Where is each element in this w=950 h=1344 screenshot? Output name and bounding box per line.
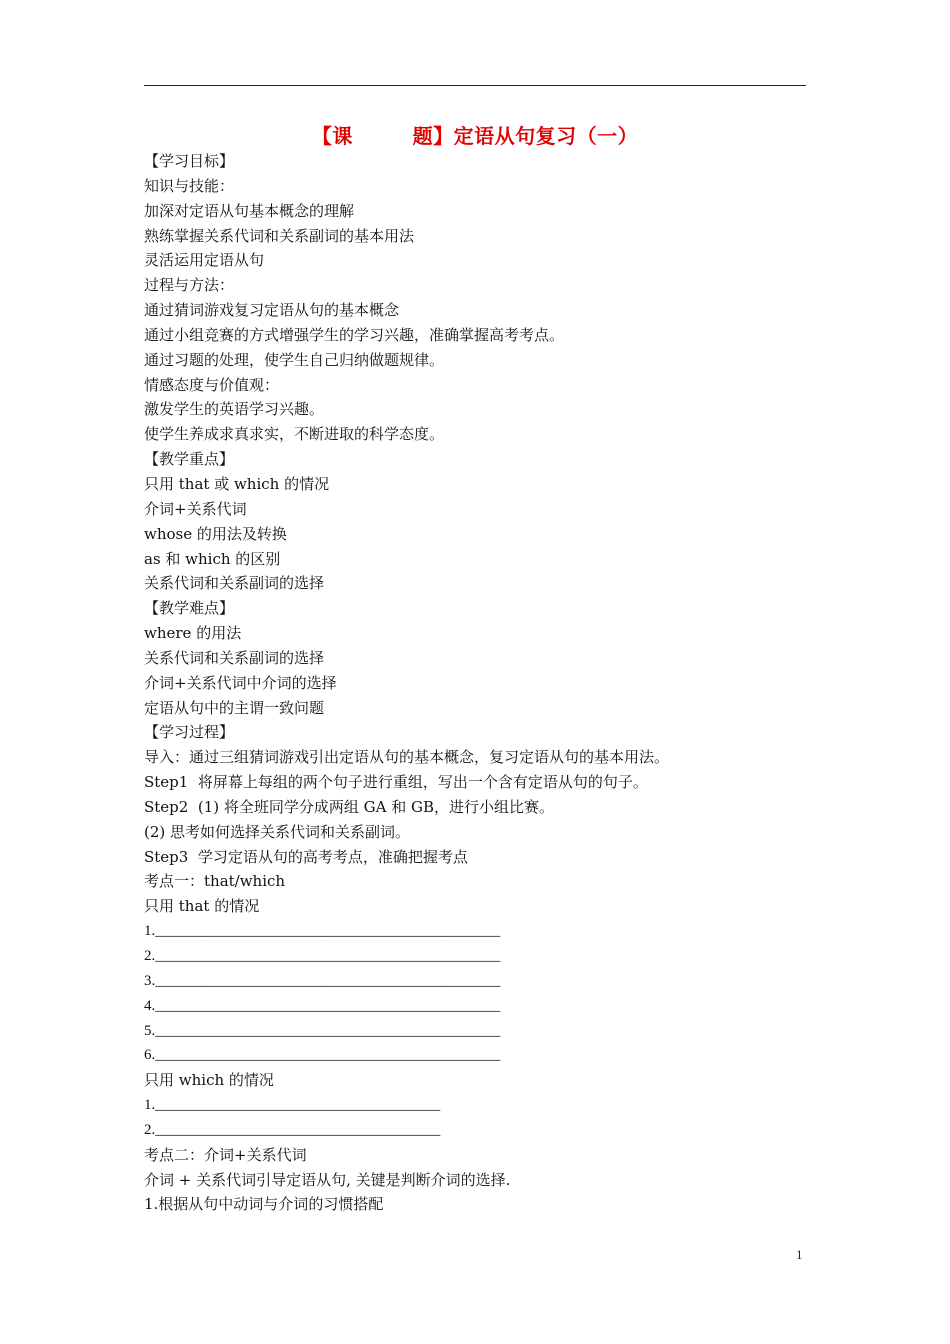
text-line: Step3 学习定语从句的高考考点，准确把握考点 <box>144 847 468 866</box>
text-line: 灵活运用定语从句 <box>144 251 265 270</box>
text-line: Step2 (1) 将全班同学分成两组 GA 和 GB，进行小组比赛。 <box>144 797 555 816</box>
blank-line: 6.______________________________________________ <box>144 1047 501 1064</box>
section-heading: 【学习过程】 <box>144 723 235 742</box>
text-line: as 和 which 的区别 <box>144 549 281 568</box>
text-line: 通过习题的处理，使学生自己归纳做题规律。 <box>144 350 445 369</box>
text-line: 介词+关系代词中介词的选择 <box>144 673 337 692</box>
section-heading: 【学习目标】 <box>144 152 235 170</box>
text-line: 介词 + 关系代词引导定语从句, 关键是判断介词的选择. <box>144 1170 511 1189</box>
text-line: 通过小组竞赛的方式增强学生的学习兴趣，准确掌握高考考点。 <box>144 325 565 344</box>
blank-line: 2.______________________________________________ <box>144 948 501 964</box>
text-line: 导入：通过三组猜词游戏引出定语从句的基本概念，复习定语从句的基本用法。 <box>144 748 670 767</box>
text-line: 定语从句中的主谓一致问题 <box>144 698 325 717</box>
page-number: 1 <box>796 1247 803 1262</box>
document-body <box>144 149 806 1217</box>
text-line: 过程与方法： <box>144 276 235 295</box>
text-line: 考点二：介词+关系代词 <box>144 1145 307 1164</box>
text-line: 考点一：that/which <box>144 872 286 891</box>
text-line: 只用 which 的情况 <box>144 1071 274 1090</box>
blank-line: 1.______________________________________________ <box>144 923 501 940</box>
text-line: 关系代词和关系副词的选择 <box>144 574 325 593</box>
blank-line: 1.______________________________________ <box>144 1097 441 1114</box>
text-line: 使学生养成求真求实，不断进取的科学态度。 <box>144 425 445 444</box>
blank-line: 2.______________________________________ <box>144 1121 441 1138</box>
text-line: whose 的用法及转换 <box>144 524 287 543</box>
text-line: 激发学生的英语学习兴趣。 <box>144 400 325 419</box>
blank-line: 5.______________________________________________ <box>144 1022 501 1039</box>
text-line: 1.根据从句中动词与介词的习惯搭配 <box>144 1195 384 1214</box>
text-line: 知识与技能： <box>144 176 235 195</box>
text-line: 介词+关系代词 <box>144 499 247 518</box>
text-line: 加深对定语从句基本概念的理解 <box>144 201 355 220</box>
text-line: 熟练掌握关系代词和关系副词的基本用法 <box>144 226 415 245</box>
text-line: 只用 that 或 which 的情况 <box>144 474 330 493</box>
text-line: Step1 将屏幕上每组的两个句子进行重组，写出一个含有定语从句的句子。 <box>144 773 648 792</box>
text-line: (2) 思考如何选择关系代词和关系副词。 <box>144 822 411 841</box>
text-line: where 的用法 <box>144 624 242 643</box>
blank-line: 3.______________________________________________ <box>144 972 501 989</box>
text-line: 情感态度与价值观： <box>144 375 280 394</box>
text-line: 只用 that 的情况 <box>144 897 260 916</box>
blank-line: 4.______________________________________________ <box>144 997 501 1014</box>
text-line: 通过猜词游戏复习定语从句的基本概念 <box>144 301 400 320</box>
header-rule <box>144 85 806 86</box>
section-heading: 【教学难点】 <box>144 599 235 618</box>
section-heading: 【教学重点】 <box>144 450 235 469</box>
document-title: 【课 题】定语从句复习（一） <box>311 124 639 148</box>
text-line: 关系代词和关系副词的选择 <box>144 648 325 667</box>
